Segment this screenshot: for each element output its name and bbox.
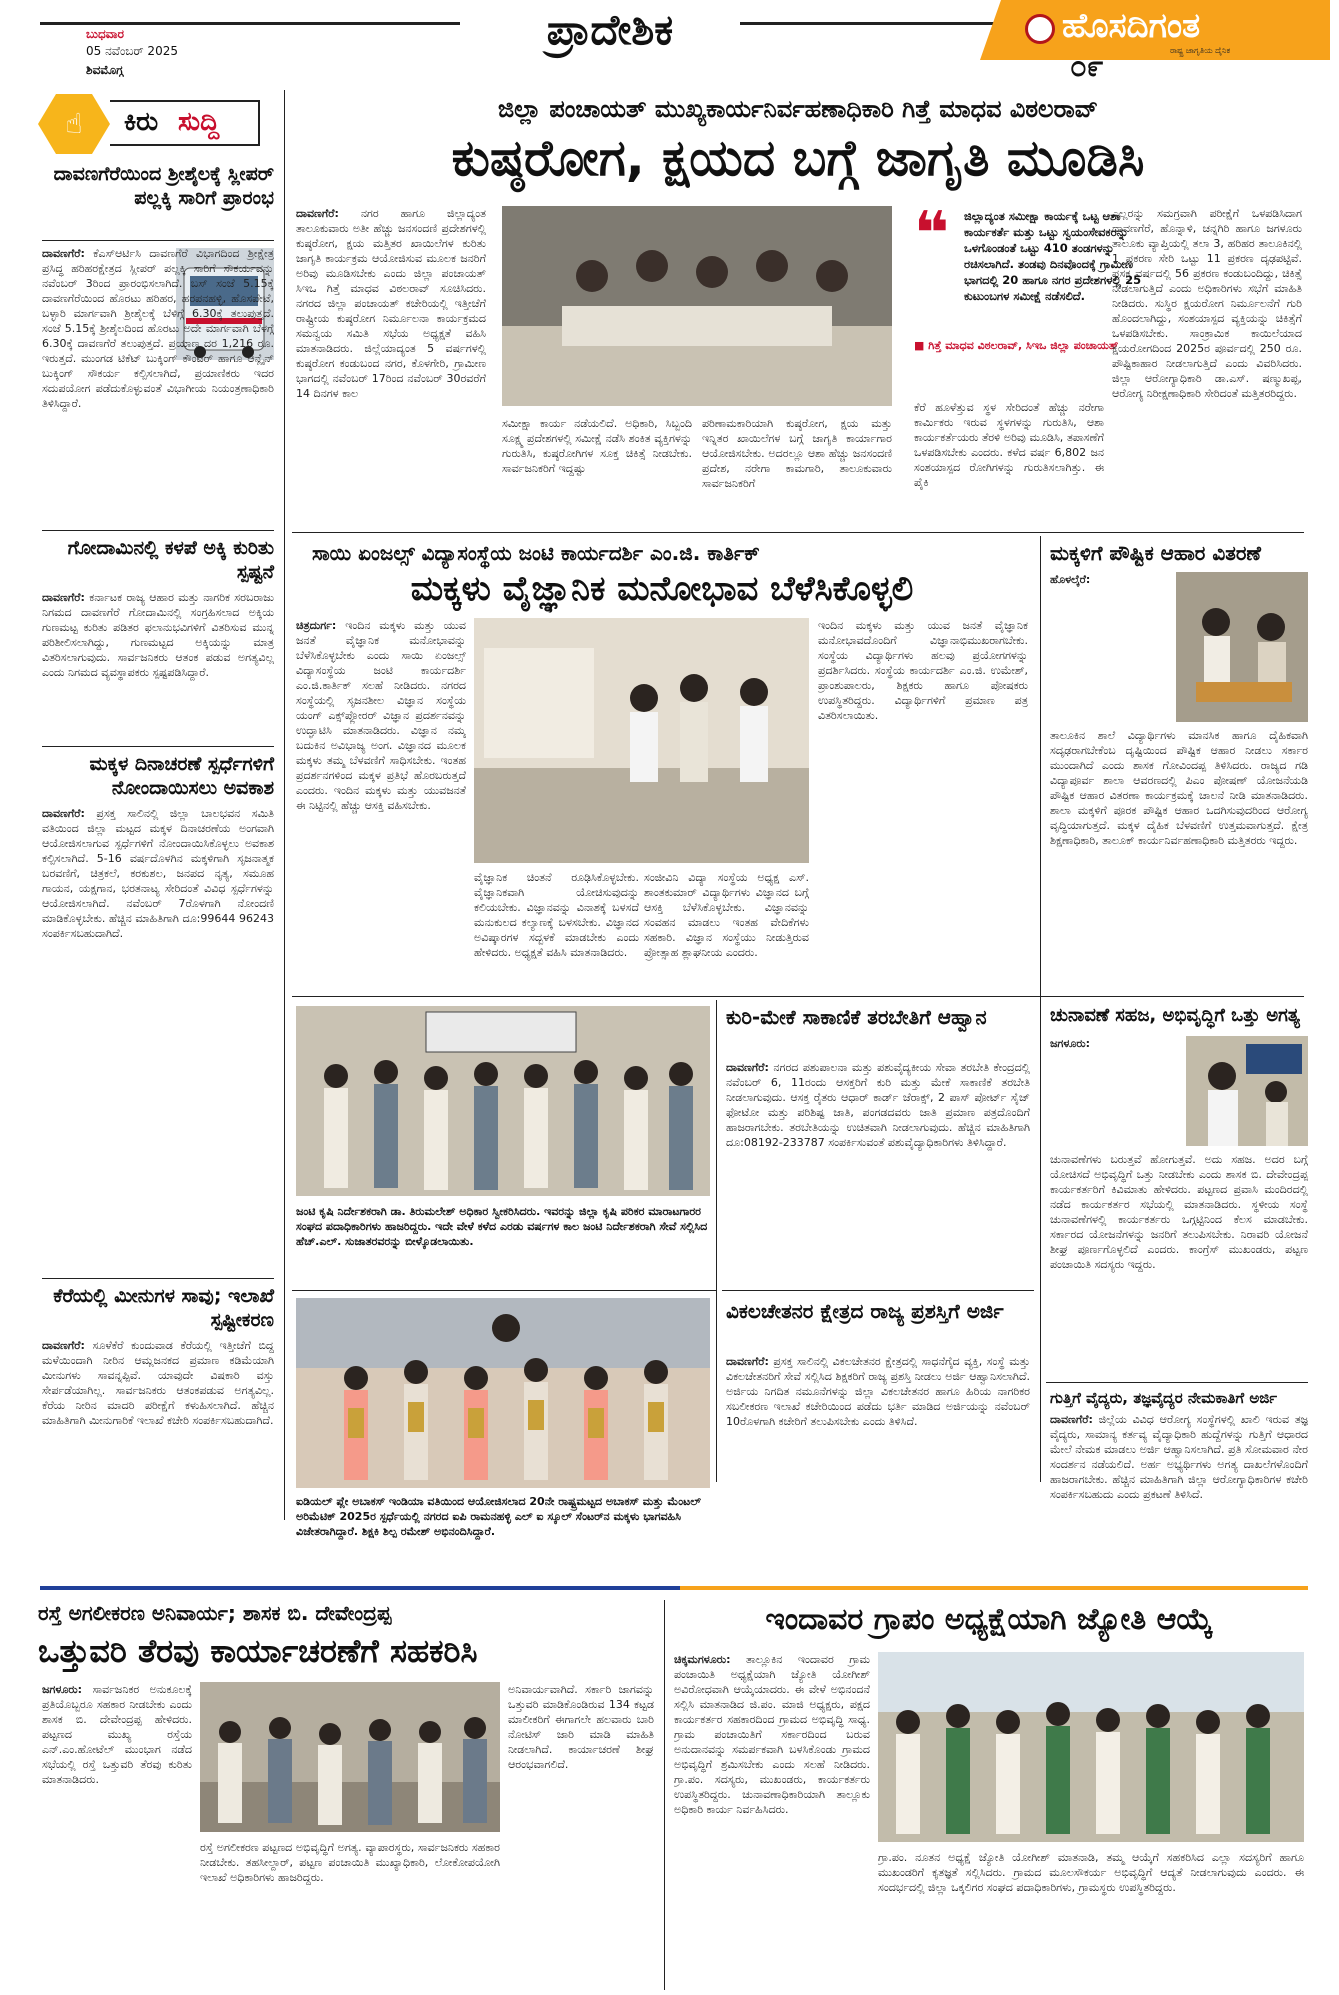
disabled-award-body xyxy=(726,1354,1030,1482)
kiru-item-3-text: ಪ್ರಸಕ್ತ ಸಾಲಿನಲ್ಲಿ ಜಿಲ್ಲಾ ಬಾಲಭವನ ಸಮಿತಿ ವತಿಯಿಂದ ಜಿಲ್ಲಾ ಮಟ್ಟದ ಮಕ್ಕಳ ದಿನಾಚರಣೆಯ ಅಂಗವಾಗಿ ಆಯೋಜಿಸಲಾಗುವ ಸ್ಪರ್ಧೆಗಳಿಗೆ ನೋಂದಾಯಿಸಿಕೊಳ್ಳಲು ಅವಕಾಶ ಕಲ್ಪಿಸಲಾಗಿದೆ. 5-16 ವರ್ಷದೊಳಗಿನ ಮಕ್ಕಳಿಗಾಗಿ ಸೃಜನಾತ್ಮಕ ಬರವಣಿಗೆ, ಚಿತ್ರಕಲೆ, ಕರಕುಶಲ, ಜನಪದ ನೃತ್ಯ, ಸಮೂಹ ಗಾಯನ, ಯಕ್ಷಗಾನ, ಭರತನಾಟ್ಯ ಸೇರಿದಂತೆ ವಿವಿಧ ಸ್ಪರ್ಧೆಗಳನ್ನು ಆಯೋಜಿಸಲಾಗಿದೆ. ನವೆಂಬರ್ 7ರೊಳಗಾಗಿ ನೋಂದಣಿ ಮಾಡಿಕೊಳ್ಳಬೇಕು. ಹೆಚ್ಚಿನ ಮಾಹಿತಿಗಾಗಿ ದೂ:99644 96243 ಸಂಪರ್ಕಿಸಬಹುದಾಗಿದೆ. xyxy=(42,807,274,940)
indavara-group-photo xyxy=(878,1652,1304,1842)
sheep-goat-headline: ಕುರಿ-ಮೇಕೆ ಸಾಕಾಣಿಕೆ ತರಬೇತಿಗೆ ಆಹ್ವಾನ xyxy=(726,1005,987,1029)
lead-quote-by: ■ ಗಿತ್ತೆ ಮಾಧವ ವಿಠಲರಾವ್, ಸಿಇಒ ಜಿಲ್ಲಾ ಪಂಚಾಯತ್ xyxy=(914,339,1119,352)
bottom-band-right xyxy=(680,1586,1308,1590)
indavara-body-2: ಗ್ರಾ.ಪಂ. ನೂತನ ಅಧ್ಯಕ್ಷೆ ಜ್ಯೋತಿ ಯೋಗೀಶ್ ಮಾತನಾಡಿ, ತಮ್ಮ ಆಯ್ಕೆಗೆ ಸಹಕರಿಸಿದ ಎಲ್ಲಾ ಸದಸ್ಯರಿಗೆ ಹಾಗೂ ಮುಖಂಡರಿಗೆ ಕೃತಜ್ಞತೆ ಸಲ್ಲಿಸಿದರು. ಗ್ರಾಮದ ಮೂಲಸೌಕರ್ಯ ಅಭಿವೃದ್ಧಿಗೆ ಆದ್ಯತೆ ನೀಡಲಾಗುವುದು ಎಂದರು. ಈ ಸಂದರ್ಭದಲ್ಲಿ ಜಿಲ್ಲಾ ಒಕ್ಕಲಿಗರ ಸಂಘದ ಪದಾಧಿಕಾರಿಗಳು, ಗ್ರಾಮಸ್ಥರು ಉಪಸ್ಥಿತರಿದ್ದರು. xyxy=(878,1851,1304,1894)
encroachment-photo xyxy=(200,1682,500,1832)
disabled-award-headline: ವಿಕಲಚೇತನರ ಕ್ಷೇತ್ರದ ರಾಜ್ಯ ಪ್ರಶಸ್ತಿಗೆ ಅರ್ಜಿ xyxy=(726,1299,1004,1323)
nutrition-dateline: ಹೊಳಲ್ಕೆರೆ: xyxy=(1050,573,1091,586)
doctor-recruit-text: ಜಿಲ್ಲೆಯ ವಿವಿಧ ಆರೋಗ್ಯ ಸಂಸ್ಥೆಗಳಲ್ಲಿ ಖಾಲಿ ಇರುವ ತಜ್ಞ ವೈದ್ಯರು, ಸಾಮಾನ್ಯ ಕರ್ತವ್ಯ ವೈದ್ಯಾಧಿಕಾರಿ ಹುದ್ದೆಗಳನ್ನು ಗುತ್ತಿಗೆ ಆಧಾರದ ಮೇಲೆ ನೇಮಕ ಮಾಡಲು ಅರ್ಜಿ ಆಹ್ವಾನಿಸಲಾಗಿದೆ. ಪ್ರತಿ ಸೋಮವಾರ ನೇರ ಸಂದರ್ಶನ ನಡೆಯಲಿದೆ. ಅರ್ಹ ಅಭ್ಯರ್ಥಿಗಳು ಅಗತ್ಯ ದಾಖಲೆಗಳೊಂದಿಗೆ ಹಾಜರಾಗಬೇಕು. ಹೆಚ್ಚಿನ ಮಾಹಿತಿಗಾಗಿ ಜಿಲ್ಲಾ ಆರೋಗ್ಯಾಧಿಕಾರಿಗಳ ಕಚೇರಿ ಸಂಪರ್ಕಿಸಬಹುದು ಎಂದು ಪ್ರಕಟಣೆ ತಿಳಿಸಿದೆ. xyxy=(1050,1413,1308,1501)
indavara-story xyxy=(670,1596,1308,1990)
sheep-goat-text: ನಗರದ ಪಶುಪಾಲನಾ ಮತ್ತು ಪಶುವೈದ್ಯಕೀಯ ಸೇವಾ ತರಬೇತಿ ಕೇಂದ್ರದಲ್ಲಿ ನವೆಂಬರ್ 6, 11ರಂದು ಆಸಕ್ತರಿಗೆ ಕುರಿ ಮತ್ತು ಮೇಕೆ ಸಾಕಾಣಿಕೆ ತರಬೇತಿ ನೀಡಲಾಗುವುದು. ಆಸಕ್ತ ರೈತರು ಆಧಾರ್ ಕಾರ್ಡ್ ಜೆರಾಕ್ಸ್, 2 ಪಾಸ್ ಪೋರ್ಟ್ ಸೈಜ್ ಫೋಟೋ ಮತ್ತು ಪರಿಶಿಷ್ಟ ಜಾತಿ, ಪಂಗಡದವರು ಜಾತಿ ಪ್ರಮಾಣ ಪತ್ರದೊಂದಿಗೆ ಹಾಜರಾಗಬೇಕು. ತರಬೇತಿಯನ್ನು ಉಚಿತವಾಗಿ ನೀಡಲಾಗುವುದು. ಹೆಚ್ಚಿನ ಮಾಹಿತಿಗಾಗಿ ದೂ:08192-233787 ಸಂಪರ್ಕಿಸುವಂತೆ ಪಶುವೈದ್ಯಾಧಿಕಾರಿಗಳು ತಿಳಿಸಿದ್ದಾರೆ. xyxy=(726,1061,1030,1149)
kiru-item-4-dateline: ದಾವಣಗೆರೆ: xyxy=(42,1339,85,1352)
masthead-left-bar xyxy=(40,22,460,25)
kiru-item-4-body xyxy=(42,1338,274,1524)
election-mla-photo xyxy=(1186,1036,1308,1146)
agri-officer-caption: ಜಂಟಿ ಕೃಷಿ ನಿರ್ದೇಶಕರಾಗಿ ಡಾ. ತಿರುಮಲೇಶ್ ಅಧಿಕಾರ ಸ್ವೀಕರಿಸಿದರು. ಇವರನ್ನು ಜಿಲ್ಲಾ ಕೃಷಿ ಪರಿಕರ ಮಾರಾಟಗಾರರ ಸಂಘದ ಪದಾಧಿಕಾರಿಗಳು ಹಾಜರಿದ್ದರು. ಇದೇ ವೇಳೆ ಕಳೆದ ಎರಡು ವರ್ಷಗಳ ಕಾಲ ಜಂಟಿ ನಿರ್ದೇಶಕರಾಗಿ ಸೇವೆ ಸಲ್ಲಿಸಿದ ಹೆಚ್.ಎಲ್. ಸುಜಾತರವರನ್ನು ಬೀಳ್ಕೊಡಲಾಯಿತು. xyxy=(296,1205,708,1248)
masthead-date: 05 ನವೆಂಬರ್ 2025 xyxy=(86,44,178,58)
brand-tagline: ರಾಷ್ಟ್ರ ಜಾಗೃತಿಯ ದೈನಿಕ xyxy=(1170,46,1231,55)
election-body xyxy=(1050,1036,1180,1146)
nutrition-body-text: ತಾಲೂಕಿನ ಶಾಲೆ ವಿದ್ಯಾರ್ಥಿಗಳು ಮಾನಸಿಕ ಹಾಗೂ ದೈಹಿಕವಾಗಿ ಸದೃಢರಾಗಬೇಕೆಂಬ ದೃಷ್ಟಿಯಿಂದ ಪೌಷ್ಟಿಕ ಆಹಾರ ನೀಡಲು ಸರ್ಕಾರ ಮುಂದಾಗಿದೆ ಎಂದು ಶಾಸಕ ಗೋವಿಂದಪ್ಪ ತಿಳಿಸಿದರು. ರಾಜ್ಯದ ಗಡಿ ವಿದ್ಯಾಪೂರ್ವ ಶಾಲಾ ಆವರಣದಲ್ಲಿ ಪಿಎಂ ಪೋಷಣ್ ಯೋಜನೆಯಡಿ ಪೌಷ್ಟಿಕ ಆಹಾರ ವಿತರಣಾ ಕಾರ್ಯಕ್ರಮಕ್ಕೆ ಚಾಲನೆ ನೀಡಿ ಮಾತನಾಡಿದರು. ಶಾಲಾ ಮಕ್ಕಳಿಗೆ ಪೂರಕ ಪೌಷ್ಟಿಕ ಆಹಾರ ಒದಗಿಸುವುದರಿಂದ ಆರೋಗ್ಯ ವೃದ್ಧಿಯಾಗುತ್ತದೆ. ಮಕ್ಕಳ ದೈಹಿಕ ಬೆಳವಣಿಗೆ ಉತ್ತಮವಾಗುತ್ತದೆ. ಕ್ಷೇತ್ರ ಶಿಕ್ಷಣಾಧಿಕಾರಿ, ತಾಲೂಕ್ ಕಾರ್ಯನಿರ್ವಹಣಾಧಿಕಾರಿ ಮತ್ತಿತರರು ಇದ್ದರು. xyxy=(1050,729,1308,847)
kiru-item-4-text: ಸೂಳೆಕೆರೆ ಕುಂದುವಾಡ ಕೆರೆಯಲ್ಲಿ ಇತ್ತೀಚೆಗೆ ಬಿದ್ದ ಮಳೆಯಿಂದಾಗಿ ನೀರಿನ ಆಮ್ಲಜನಕದ ಪ್ರಮಾಣ ಕಡಿಮೆಯಾಗಿ ಮೀನುಗಳು ಸಾವನ್ನಪ್ಪಿವೆ. ಯಾವುದೇ ವಿಷಕಾರಿ ವಸ್ತು ಸೇರ್ಪಡೆಯಾಗಿಲ್ಲ. ಸಾರ್ವಜನಿಕರು ಆತಂಕಪಡುವ ಅಗತ್ಯವಿಲ್ಲ. ಕೆರೆಯ ನೀರಿನ ಮಾದರಿ ಪರೀಕ್ಷೆಗೆ ಕಳುಹಿಸಲಾಗಿದೆ. ಹೆಚ್ಚಿನ ಮಾಹಿತಿಗಾಗಿ ಮೀನುಗಾರಿಕೆ ಇಲಾಖೆ ಕಚೇರಿ ಸಂಪರ್ಕಿಸಬಹುದಾಗಿದೆ. xyxy=(42,1339,274,1427)
kiru-item-4-head: ಕೆರೆಯಲ್ಲಿ ಮೀನುಗಳ ಸಾವು; ಇಲಾಖೆ ಸ್ಪಷ್ಟೀಕರಣ xyxy=(53,1285,274,1331)
lead-meeting-photo xyxy=(502,206,892,406)
encroachment-col-1-text: ಸಾರ್ವಜನಿಕರ ಅನುಕೂಲಕ್ಕೆ ಪ್ರತಿಯೊಬ್ಬರೂ ಸಹಕಾರ ನೀಡಬೇಕು ಎಂದು ಶಾಸಕ ಬಿ. ದೇವೇಂದ್ರಪ್ಪ ಹೇಳಿದರು. ಪಟ್ಟಣದ ಮುಖ್ಯ ರಸ್ತೆಯ ಎನ್.ಎಂ.ಹೋಟೆಲ್ ಮುಂಭಾಗ ನಡೆದ ಸಭೆಯಲ್ಲಿ ರಸ್ತೆ ಒತ್ತುವರಿ ತೆರವು ಕುರಿತು ಮಾತನಾಡಿದರು. xyxy=(42,1683,192,1786)
indavara-headline: ಇಂದಾವರ ಗ್ರಾಪಂ ಅಧ್ಯಕ್ಷೆಯಾಗಿ ಜ್ಯೋತಿ ಆಯ್ಕೆ xyxy=(765,1602,1213,1637)
kiru-item-1-text: ಕೆಎಸ್ಆರ್ಟಿಸಿ ದಾವಣಗೆರೆ ವಿಭಾಗದಿಂದ ಶ್ರೀಕ್ಷೇತ್ರ ಪ್ರಸಿದ್ಧ ಹರಿಹರಕ್ಷೇತ್ರದ ಸ್ಲೀಪರ್ ಪಲ್ಲಕ್ಕಿ ಸಾರಿಗೆ ಸೌಕರ್ಯವನ್ನು ನವೆಂಬರ್ 3ರಿಂದ ಪ್ರಾರಂಭಿಸಲಾಗಿದೆ. ಬಸ್ ಸಂಜೆ 5.15ಕ್ಕೆ ದಾವಣಗೆರೆಯಿಂದ ಹೊರಟು ಹರಿಹರ, ಹರಪನಹಳ್ಳಿ, ಹೊಸಪೇಟೆ, ಬಳ್ಳಾರಿ ಮಾರ್ಗವಾಗಿ ಶ್ರೀಶೈಲಕ್ಕೆ ಬೆಳಿಗ್ಗೆ 6.30ಕ್ಕೆ ತಲುಪುತ್ತದೆ. ಸಂಜೆ 5.15ಕ್ಕೆ ಶ್ರೀಶೈಲದಿಂದ ಹೊರಟು ಅದೇ ಮಾರ್ಗವಾಗಿ ಬೆಳಗ್ಗೆ 6.30ಕ್ಕೆ ದಾವಣಗೆರೆ ತಲುಪುತ್ತದೆ. ಪ್ರಯಾಣ ದರ 1,216 ರೂ. ಇರುತ್ತದೆ. ಮುಂಗಡ ಟಿಕೆಟ್ ಬುಕ್ಕಿಂಗ್ ಕೌಂಟರ್ ಹಾಗೂ ಆನ್ಲೈನ್ ಬುಕ್ಕಿಂಗ್ ಸೌಕರ್ಯ ಕಲ್ಪಿಸಲಾಗಿದೆ, ಪ್ರಯಾಣಿಕರು ಇದರ ಸದುಪಯೋಗ ಪಡೆದುಕೊಳ್ಳುವಂತೆ ವಿಭಾಗೀಯ ನಿಯಂತ್ರಣಾಧಿಕಾರಿ ತಿಳಿಸಿದ್ದಾರೆ. xyxy=(42,247,274,410)
science-col-2: ವೈಜ್ಞಾನಿಕ ಚಿಂತನೆ ರೂಢಿಸಿಕೊಳ್ಳಬೇಕು. ವೈಜ್ಞಾನಿಕವಾಗಿ ಯೋಚಿಸುವುದನ್ನು ಕಲಿಯಬೇಕು. ವಿಜ್ಞಾನವನ್ನು ವಿನಾಶಕ್ಕೆ ಬಳಸದೆ ಮನುಕುಲದ ಕಲ್ಯಾಣಕ್ಕೆ ಬಳಸಬೇಕು. ವಿಜ್ಞಾನದ ಅವಿಷ್ಕಾರಗಳ ಸದ್ಬಳಕೆ ಮಾಡಬೇಕು ಎಂದು ಹೇಳಿದರು. ಅಧ್ಯಕ್ಷತೆ ವಹಿಸಿ ಮಾತನಾಡಿದರು. xyxy=(474,871,639,959)
encroachment-col-2: ಅನಿವಾರ್ಯವಾಗಿದೆ. ಸರ್ಕಾರಿ ಜಾಗವನ್ನು ಒತ್ತುವರಿ ಮಾಡಿಕೊಂಡಿರುವ 134 ಕಟ್ಟಡ ಮಾಲೀಕರಿಗೆ ಈಗಾಗಲೇ ಹಲವಾರು ಬಾರಿ ನೋಟಿಸ್ ಜಾರಿ ಮಾಡಿ ಮಾಹಿತಿ ನೀಡಲಾಗಿದೆ. ಕಾರ್ಯಾಚರಣೆ ಶೀಘ್ರ ಆರಂಭವಾಗಲಿದೆ. xyxy=(508,1683,654,1771)
kiru-item-1-head: ದಾವಣಗೆರೆಯಿಂದ ಶ್ರೀಶೈಲಕ್ಕೆ ಸ್ಲೀಪರ್ ಪಲ್ಲಕ್ಕಿ ಸಾರಿಗೆ ಪ್ರಾರಂಭ xyxy=(53,163,274,209)
lead-col-4: ಕೆರೆ ಹೂಳೆತ್ತುವ ಸ್ಥಳ ಸೇರಿದಂತೆ ಹೆಚ್ಚು ನರೇಗಾ ಕಾರ್ಮಿಕರು ಇರುವ ಸ್ಥಳಗಳನ್ನು ಗುರುತಿಸಿ, ಆಶಾ ಕಾರ್ಯಕರ್ತೆಯರು ತೆರಳಿ ಅರಿವು ಮೂಡಿಸಿ, ತಪಾಸಣೆಗೆ ಒಳಪಡಿಸಬೇಕು ಎಂದರು. ಕಳೆದ ವರ್ಷ 6,802 ಜನ ಸಂಶಯಾಸ್ಪದ ರೋಗಿಗಳನ್ನು ಗುರುತಿಸಲಾಗಿತ್ತು. ಈ ಪೈಕಿ xyxy=(914,401,1104,489)
science-col-4: ಇಂದಿನ ಮಕ್ಕಳು ಮತ್ತು ಯುವ ಜನತೆ ವೈಜ್ಞಾನಿಕ ಮನೋಭಾವದೊಂದಿಗೆ ವಿಜ್ಞಾನಾಭಿಮುಖರಾಗಬೇಕು. ಸಂಸ್ಥೆಯ ವಿದ್ಯಾರ್ಥಿಗಳು ಹಲವು ಪ್ರಯೋಗಗಳನ್ನು ಪ್ರದರ್ಶಿಸಿದರು. ಸಂಸ್ಥೆಯ ಕಾರ್ಯದರ್ಶಿ ಎಂ.ಜಿ. ಉಮೇಶ್, ಪ್ರಾಂಶುಪಾಲರು, ಶಿಕ್ಷಕರು ಹಾಗೂ ಪೋಷಕರು ಉಪಸ್ಥಿತರಿದ್ದರು. ವಿದ್ಯಾರ್ಥಿಗಳಿಗೆ ಪ್ರಮಾಣ ಪತ್ರ ವಿತರಿಸಲಾಯಿತು. xyxy=(818,619,1028,722)
disabled-award-story xyxy=(722,1294,1034,1484)
encroachment-headline: ಒತ್ತುವರಿ ತೆರವು ಕಾರ್ಯಾಚರಣೆಗೆ ಸಹಕರಿಸಿ xyxy=(38,1632,478,1670)
science-exhibition-photo xyxy=(474,618,809,863)
encroachment-col-3: ರಸ್ತೆ ಅಗಲೀಕರಣ ಪಟ್ಟಣದ ಅಭಿವೃದ್ಧಿಗೆ ಅಗತ್ಯ. ವ್ಯಾಪಾರಸ್ಥರು, ಸಾರ್ವಜನಿಕರು ಸಹಕಾರ ನೀಡಬೇಕು. ತಹಸೀಲ್ದಾರ್, ಪಟ್ಟಣ ಪಂಚಾಯಿತಿ ಮುಖ್ಯಾಧಿಕಾರಿ, ಲೋಕೋಪಯೋಗಿ ಇಲಾಖೆ ಅಧಿಕಾರಿಗಳು ಹಾಜರಿದ್ದರು. xyxy=(200,1841,500,1884)
brand-logo-icon xyxy=(1025,14,1055,44)
section-title: ಪ್ರಾದೇಶಿಕ xyxy=(546,5,674,54)
encroachment-col-1 xyxy=(42,1682,192,1982)
masthead-day: ಬುಧವಾರ xyxy=(86,27,124,41)
science-col-3: ಸಂಜೀವಿನಿ ವಿದ್ಯಾ ಸಂಸ್ಥೆಯ ಅಧ್ಯಕ್ಷ ಎಸ್. ಶಾಂತಕುಮಾರ್ ವಿದ್ಯಾರ್ಥಿಗಳು ವಿಜ್ಞಾನದ ಬಗ್ಗೆ ಆಸಕ್ತಿ ಬೆಳೆಸಿಕೊಳ್ಳಬೇಕು. ವಿಜ್ಞಾನವನ್ನು ಸಂವಹನ ಮಾಡಲು ಇಂತಹ ವೇದಿಕೆಗಳು ಸಹಕಾರಿ. ವಿಜ್ಞಾನ ಸಂಸ್ಥೆಯು ನೀಡುತ್ತಿರುವ ಪ್ರೋತ್ಸಾಹ ಶ್ಲಾಘನೀಯ ಎಂದರು. xyxy=(644,871,809,959)
nutrition-body xyxy=(1050,572,1170,722)
science-col-1-text: ಇಂದಿನ ಮಕ್ಕಳು ಮತ್ತು ಯುವ ಜನತೆ ವೈಜ್ಞಾನಿಕ ಮನೋಭಾವನ್ನು ಬೆಳೆಸಿಕೊಳ್ಳಬೇಕು ಎಂದು ಸಾಯಿ ಏಂಜಲ್ಸ್ ವಿದ್ಯಾಸಂಸ್ಥೆಯ ಜಂಟಿ ಕಾರ್ಯದರ್ಶಿ ಎಂ.ಜಿ.ಕಾರ್ತಿಕ್ ಸಲಹೆ ನೀಡಿದರು. ನಗರದ ಸಂಸ್ಥೆಯಲ್ಲಿ ಸೃಜನಶೀಲ ವಿಜ್ಞಾನ ಸಂಸ್ಥೆಯ ಯಂಗ್ ಎಕ್ಸ್‌ಪ್ಲೋರರ್ ವಿಜ್ಞಾನ ಪ್ರದರ್ಶನವನ್ನು ಉದ್ಘಾಟಿಸಿ ಮಾತನಾಡಿದರು. ವಿಜ್ಞಾನ ನಮ್ಮ ಬದುಕಿನ ಅವಿಭಾಜ್ಯ ಅಂಗ. ವಿಜ್ಞಾನದ ಮೂಲಕ ಮಕ್ಕಳು ತಮ್ಮ ಬೆಳವಣಿಗೆ ಸಾಧಿಸಬೇಕು. ಇಂತಹ ಪ್ರದರ್ಶನಗಳಿಂದ ಮಕ್ಕಳ ಪ್ರತಿಭೆ ಹೊರಬರುತ್ತದೆ ಎಂದರು. ಇಂದಿನ ಮಕ್ಕಳು ಮತ್ತು ಯುವಜನತೆ ಈ ನಿಟ್ಟಿನಲ್ಲಿ ಹೆಚ್ಚು ಆಸಕ್ತಿ ವಹಿಸಬೇಕು. xyxy=(296,619,466,812)
science-col-1 xyxy=(296,618,466,988)
lead-headline: ಕುಷ್ಠರೋಗ, ಕ್ಷಯದ ಬಗ್ಗೆ ಜಾಗೃತಿ ಮೂಡಿಸಿ xyxy=(451,129,1145,187)
nutrition-story xyxy=(1046,536,1308,994)
kirusuddi-label-a: ಕಿರು xyxy=(124,107,159,137)
lead-kicker: ಜಿಲ್ಲಾ ಪಂಚಾಯತ್ ಮುಖ್ಯಕಾರ್ಯನಿರ್ವಹಣಾಧಿಕಾರಿ ಗಿತ್ತೆ ಮಾಧವ ವಿಠಲರಾವ್ xyxy=(498,95,1098,123)
bottom-band-left xyxy=(40,1586,680,1590)
encroachment-story xyxy=(38,1596,658,1990)
lead-col-1 xyxy=(296,206,486,506)
kiru-item-2-text: ಕರ್ನಾಟಕ ರಾಜ್ಯ ಆಹಾರ ಮತ್ತು ನಾಗರಿಕ ಸರಬರಾಜು ನಿಗಮದ ದಾವಣಗೆರೆ ಗೋದಾಮಿನಲ್ಲಿ ಸಂಗ್ರಹಿಸಲಾದ ಅಕ್ಕಿಯ ಗುಣಮಟ್ಟ ಕುರಿತು ಪಡಿತರ ಫಲಾನುಭವಿಗಳಿಗೆ ವಿತರಿಸುವ ಮುನ್ನ ಪರಿಶೀಲಿಸಲಾಗಿದ್ದು, ಗುಣಮಟ್ಟದ ಅಕ್ಕಿಯನ್ನು ಮಾತ್ರ ವಿತರಿಸಲಾಗುವುದು. ಸಾರ್ವಜನಿಕರು ಆತಂಕ ಪಡುವ ಅಗತ್ಯವಿಲ್ಲ ಎಂದು ನಿಗಮದ ವ್ಯವಸ್ಥಾಪಕರು ಸ್ಪಷ್ಟಪಡಿಸಿದ್ದಾರೆ. xyxy=(42,591,274,679)
election-story xyxy=(1046,1000,1308,1380)
indavara-dateline: ಚಿಕ್ಕಮಗಳೂರು: xyxy=(674,1653,731,1666)
science-kicker: ಸಾಯಿ ಏಂಜಲ್ಸ್ ವಿದ್ಯಾಸಂಸ್ಥೆಯ ಜಂಟಿ ಕಾರ್ಯದರ್ಶಿ ಎಂ.ಜಿ. ಕಾರ್ತಿಕ್ xyxy=(312,541,760,565)
doctor-recruit-dateline: ದಾವಣಗೆರೆ: xyxy=(1050,1413,1093,1426)
encroachment-kicker: ರಸ್ತೆ ಅಗಲೀಕರಣ ಅನಿವಾರ್ಯ; ಶಾಸಕ ಬಿ. ದೇವೇಂದ್ರಪ್ಪ xyxy=(38,1601,392,1625)
kiru-item-2-dateline: ದಾವಣಗೆರೆ: xyxy=(42,591,85,604)
election-body-text: ಚುನಾವಣೆಗಳು ಬರುತ್ತವೆ ಹೋಗುತ್ತವೆ. ಅದು ಸಹಜ. ಅದರ ಬಗ್ಗೆ ಯೋಚಿಸದೆ ಅಭಿವೃದ್ಧಿಗೆ ಒತ್ತು ನೀಡಬೇಕು ಎಂದು ಶಾಸಕ ಬಿ. ದೇವೇಂದ್ರಪ್ಪ ಕಾರ್ಯಕರ್ತರಿಗೆ ಕಿವಿಮಾತು ಹೇಳಿದರು. ಪಟ್ಟಣದ ಪ್ರವಾಸಿ ಮಂದಿರದಲ್ಲಿ ನಡೆದ ಕಾರ್ಯಕರ್ತರ ಸಭೆಯಲ್ಲಿ ಮಾತನಾಡಿದರು. ಸ್ಥಳೀಯ ಸಂಸ್ಥೆ ಚುನಾವಣೆಗಳಲ್ಲಿ ಕಾರ್ಯಕರ್ತರು ಒಗ್ಗಟ್ಟಿನಿಂದ ಕೆಲಸ ಮಾಡಬೇಕು. ಸರ್ಕಾರದ ಯೋಜನೆಗಳನ್ನು ಜನರಿಗೆ ತಲುಪಿಸಬೇಕು. ನಿರಾವರಿ ಯೋಜನೆ ಶೀಘ್ರ ಪೂರ್ಣಗೊಳ್ಳಲಿದೆ ಎಂದರು. ಕಾಂಗ್ರೆಸ್ ಮುಖಂಡರು, ಪಟ್ಟಣ ಪಂಚಾಯಿತಿ ಸದಸ್ಯರು ಇದ್ದರು. xyxy=(1050,1153,1308,1271)
nutrition-headline: ಮಕ್ಕಳಿಗೆ ಪೌಷ್ಟಿಕ ಆಹಾರ ವಿತರಣೆ xyxy=(1050,541,1261,565)
agri-officer-group-photo xyxy=(296,1006,710,1196)
page-number: ೦೯ xyxy=(1070,49,1104,84)
lead-col-3: ಪರಿಣಾಮಕಾರಿಯಾಗಿ ಕುಷ್ಠರೋಗ, ಕ್ಷಯ ಮತ್ತು ಇನ್ನಿತರ ಖಾಯಿಲೆಗಳ ಬಗ್ಗೆ ಜಾಗೃತಿ ಕಾರ್ಯಾಗಾರ ಆಯೋಜಿಸಬೇಕು. ಅದರಲ್ಲೂ ಆಶಾ ಹೆಚ್ಚು ಜನಸಂದಣಿ ಪ್ರದೇಶ, ನರೇಗಾ ಕಾಮಗಾರಿ, ತಾಲೂಕುವಾರು ಸಾರ್ವಜನಿಕರಿಗೆ xyxy=(702,417,892,490)
lead-quote: ಜಿಲ್ಲಾದ್ಯಂತ ಸಮೀಕ್ಷಾ ಕಾರ್ಯಕ್ಕೆ ಒಟ್ಟ ಆಶಾ ಕಾರ್ಯಕರ್ತೆ ಮತ್ತು ಒಟ್ಟು ಸ್ವಯಂಸೇವಕರನ್ನು ಒಳಗೊಂಡಂತೆ ಒಟ್ಟು 410 ತಂಡಗಳನ್ನು ರಚಿಸಲಾಗಿದೆ. ತಂಡವು ದಿನವೊಂದಕ್ಕೆ ಗ್ರಾಮೀಣ ಭಾಗದಲ್ಲಿ 20 ಹಾಗೂ ನಗರ ಪ್ರದೇಶಗಳಲ್ಲಿ 25 ಕುಟುಂಬಗಳ ಸಮೀಕ್ಷೆ ನಡೆಸಲಿದೆ. xyxy=(964,209,1142,303)
doctor-recruit-body xyxy=(1050,1412,1308,1574)
kiru-item-3-body xyxy=(42,806,274,1332)
kiru-item-1-body xyxy=(42,246,274,520)
science-headline: ಮಕ್ಕಳು ವೈಜ್ಞಾನಿಕ ಮನೋಭಾವ ಬೆಳೆಸಿಕೊಳ್ಳಲಿ xyxy=(410,569,914,609)
quote-icon: ❝ xyxy=(914,199,950,269)
lead-col-1-text: ನಗರ ಹಾಗೂ ಜಿಲ್ಲಾದ್ಯಂತ ತಾಲೂಕುವಾರು ಅತೀ ಹೆಚ್ಚು ಜನಸಂದಣಿ ಪ್ರದೇಶಗಳಲ್ಲಿ ಕುಷ್ಠರೋಗ, ಕ್ಷಯ ಮತ್ತಿತರ ಖಾಯಿಲೆಗಳ ಕುರಿತು ಜಾಗೃತಿ ಕಾರ್ಯಕ್ರಮ ಆಯೋಜಿಸುವ ಮೂಲಕ ಜನರಿಗೆ ಅರಿವು ಮೂಡಿಸಬೇಕು ಎಂದು ಜಿಲ್ಲಾ ಪಂಚಾಯತ್ ಸಿಇಒ ಗಿತ್ತೆ ಮಾಧವ ವಿಠಲರಾವ್ ಸೂಚಿಸಿದರು. ನಗರದ ಜಿಲ್ಲಾ ಪಂಚಾಯತ್ ಕಚೇರಿಯಲ್ಲಿ ಇತ್ತೀಚೆಗೆ ರಾಷ್ಟ್ರೀಯ ಕುಷ್ಠರೋಗ ನಿರ್ಮೂಲನಾ ಕಾರ್ಯಕ್ರಮದ ಸಮನ್ವಯ ಸಮಿತಿ ಸಭೆಯ ಅಧ್ಯಕ್ಷತೆ ವಹಿಸಿ ಮಾತನಾಡಿದರು. ಜಿಲ್ಲೆಯಾದ್ಯಂತ 5 ವರ್ಷಗಳಲ್ಲಿ ಕುಷ್ಠರೋಗ ಕಂಡುಬಂದ ನಗರ, ಕೊಳಗೇರಿ, ಗ್ರಾಮೀಣ ಭಾಗದಲ್ಲಿ ನವೆಂಬರ್ 17ರಿಂದ ನವೆಂಬರ್ 30ರವರೆಗೆ 14 ದಿನಗಳ ಕಾಲ xyxy=(296,207,486,400)
lead-col-5: ಎಲ್ಲರನ್ನು ಸಮಗ್ರವಾಗಿ ಪರೀಕ್ಷೆಗೆ ಒಳಪಡಿಸಿದಾಗ ದಾವಣಗೆರೆ, ಹೊನ್ನಾಳಿ, ಚನ್ನಗಿರಿ ಹಾಗೂ ಜಗಳೂರು ತಾಲೂಕು ವ್ಯಾಪ್ತಿಯಲ್ಲಿ ತಲಾ 3, ಹರಿಹರ ತಾಲೂಕಿನಲ್ಲಿ 1 ಪ್ರಕರಣ ಸೇರಿ ಒಟ್ಟು 11 ಪ್ರಕರಣ ದೃಢಪಟ್ಟಿವೆ. ಪ್ರಸಕ್ತ ವರ್ಷದಲ್ಲಿ 56 ಪ್ರಕರಣ ಕಂಡುಬಂದಿದ್ದು, ಚಿಕಿತ್ಸೆ ನೀಡಲಾಗುತ್ತಿದೆ ಎಂದು ಅಧಿಕಾರಿಗಳು ಸಭೆಗೆ ಮಾಹಿತಿ ನೀಡಿದರು. ಸುಸ್ಥಿರ ಕ್ಷಯರೋಗ ನಿರ್ಮೂಲನೆಗೆ ಗುರಿ ಹೊಂದಲಾಗಿದ್ದು, ಸಂಶಯಾಸ್ಪದ ವ್ಯಕ್ತಿಯನ್ನು ಚಿಕಿತ್ಸೆಗೆ ಒಳಪಡಿಸಬೇಕು. ಸಾಂಕ್ರಾಮಿಕ ಕಾಯಿಲೆಯಾದ ಕ್ಷಯರೋಗದಿಂದ 2025ರ ಪೂರ್ವದಲ್ಲಿ 250 ರೂ. ಪೌಷ್ಟಿಕಾಹಾರ ನೀಡಲಾಗುತ್ತಿದೆ ಎಂದು ವಿವರಿಸಿದರು. ಜಿಲ್ಲಾ ಆರೋಗ್ಯಾಧಿಕಾರಿ ಡಾ.ಎಸ್. ಷಣ್ಮುಖಪ್ಪ, ಆರೋಗ್ಯ ನಿರೀಕ್ಷಣಾಧಿಕಾರಿ ಸೇರಿದಂತೆ ಮತ್ತಿತರರಿದ್ದರು. xyxy=(1112,207,1302,400)
election-dateline: ಜಗಳೂರು: xyxy=(1050,1037,1091,1050)
masthead xyxy=(0,0,1339,84)
lead-col-2: ಸಮೀಕ್ಷಾ ಕಾರ್ಯ ನಡೆಯಲಿದೆ. ಅಧಿಕಾರಿ, ಸಿಬ್ಬಂದಿ ಸೂಕ್ಷ್ಮ ಪ್ರದೇಶಗಳಲ್ಲಿ ಸಮೀಕ್ಷೆ ನಡೆಸಿ ಶಂಕಿತ ವ್ಯಕ್ತಿಗಳನ್ನು ಗುರುತಿಸಿ, ಕುಷ್ಠರೋಗಿಗಳ ಸೂಕ್ತ ಚಿಕಿತ್ಸೆ ನೀಡಬೇಕು. ಸಾರ್ವಜನಿಕರಿಗೆ ಇದ್ದಷ್ಟು xyxy=(502,417,692,475)
doctor-recruit-story xyxy=(1046,1386,1308,1576)
kiru-item-2-head: ಗೋದಾಮಿನಲ್ಲಿ ಕಳಪೆ ಅಕ್ಕಿ ಕುರಿತು ಸ್ಪಷ್ಟನೆ xyxy=(67,537,274,583)
sheep-goat-body xyxy=(726,1060,1030,1286)
disabled-award-text: ಪ್ರಸಕ್ತ ಸಾಲಿನಲ್ಲಿ ವಿಕಲಚೇತನರ ಕ್ಷೇತ್ರದಲ್ಲಿ ಸಾಧನೆಗೈದ ವ್ಯಕ್ತಿ, ಸಂಸ್ಥೆ ಮತ್ತು ವಿಕಲಚೇತನರಿಗೆ ಸೇವೆ ಸಲ್ಲಿಸಿದ ಶಿಕ್ಷಕರಿಗೆ ರಾಜ್ಯ ಪ್ರಶಸ್ತಿ ನೀಡಲು ಅರ್ಜಿ ಆಹ್ವಾನಿಸಲಾಗಿದೆ. ಅರ್ಜಿಯ ನಿಗದಿತ ನಮೂನೆಗಳನ್ನು ಜಿಲ್ಲಾ ವಿಕಲಚೇತನರ ಹಾಗೂ ಹಿರಿಯ ನಾಗರಿಕರ ಸಬಲೀಕರಣ ಇಲಾಖೆ ಕಚೇರಿಯಿಂದ ಪಡೆದು ಭರ್ತಿ ಮಾಡಿದ ಅರ್ಜಿಯನ್ನು ನವೆಂಬರ್ 10ರೊಳಗಾಗಿ ಕಚೇರಿಗೆ ತಲುಪಿಸಬೇಕು ಎಂದು ತಿಳಿಸಿದೆ. xyxy=(726,1355,1030,1428)
nutrition-photo xyxy=(1176,572,1308,722)
science-dateline: ಚಿತ್ರದುರ್ಗ: xyxy=(296,619,337,632)
kiru-item-1-dateline: ದಾವಣಗೆರೆ: xyxy=(42,247,85,260)
sheep-goat-dateline: ದಾವಣಗೆರೆ: xyxy=(726,1061,769,1074)
kiru-item-2-body xyxy=(42,590,274,738)
science-story xyxy=(292,536,1032,994)
masthead-city: ಶಿವಮೊಗ್ಗ xyxy=(86,63,124,77)
kirusuddi-column xyxy=(38,90,278,1530)
indavara-body xyxy=(674,1652,870,1984)
election-headline: ಚುನಾವಣೆ ಸಹಜ, ಅಭಿವೃದ್ಧಿಗೆ ಒತ್ತು ಅಗತ್ಯ xyxy=(1050,1005,1300,1026)
brand-name: ಹೊಸದಿಗಂತ xyxy=(1062,6,1201,46)
abacus-caption: ಐಡಿಯಲ್ ಪ್ಲೇ ಅಬಾಕಸ್ ಇಂಡಿಯಾ ವತಿಯಿಂದ ಆಯೋಜಿಸಲಾದ 20ನೇ ರಾಷ್ಟ್ರಮಟ್ಟದ ಅಬಾಕಸ್ ಮತ್ತು ಮೆಂಟಲ್ ಅರಿಮೆಟಿಕ್ 2025ರ ಸ್ಪರ್ಧೆಯಲ್ಲಿ ನಗರದ ಐಪಿ ರಾಮನಹಳ್ಳಿ ಎಲ್ ಐ ಸ್ಕೂಲ್ ಸೆಂಟರ್‌ನ ಮಕ್ಕಳು ಭಾಗವಹಿಸಿ ವಿಜೇತರಾಗಿದ್ದಾರೆ. ಶಿಕ್ಷಕಿ ಶಿಲ್ಪ ರಮೇಶ್ ಅಭಿನಂದಿಸಿದ್ದಾರೆ. xyxy=(296,1495,701,1538)
abacus-winners-photo xyxy=(296,1298,710,1488)
lead-story xyxy=(292,90,1304,530)
sheep-goat-story xyxy=(722,1000,1034,1290)
kiru-item-3-dateline: ದಾವಣಗೆರೆ: xyxy=(42,807,85,820)
doctor-recruit-headline: ಗುತ್ತಿಗೆ ವೈದ್ಯರು, ತಜ್ಞವೈದ್ಯರ ನೇಮಕಾತಿಗೆ ಅರ್ಜಿ xyxy=(1050,1389,1278,1407)
indavara-text: ತಾಲ್ಲೂಕಿನ ಇಂದಾವರ ಗ್ರಾಮ ಪಂಚಾಯಿತಿ ಅಧ್ಯಕ್ಷೆಯಾಗಿ ಜ್ಯೋತಿ ಯೋಗೀಶ್ ಅವಿರೋಧವಾಗಿ ಆಯ್ಕೆಯಾದರು. ಈ ವೇಳೆ ಅಭಿನಂದನೆ ಸಲ್ಲಿಸಿ ಮಾತನಾಡಿದ ಜಿ.ಪಂ. ಮಾಜಿ ಅಧ್ಯಕ್ಷರು, ಪಕ್ಷದ ಕಾರ್ಯಕರ್ತರ ಸಹಕಾರದಿಂದ ಗ್ರಾಮದ ಅಭಿವೃದ್ಧಿ ಸಾಧ್ಯ. ಗ್ರಾಮ ಪಂಚಾಯಿತಿಗೆ ಸರ್ಕಾರದಿಂದ ಬರುವ ಅನುದಾನವನ್ನು ಸಮರ್ಪಕವಾಗಿ ಬಳಸಿಕೊಂಡು ಗ್ರಾಮದ ಅಭಿವೃದ್ಧಿಗೆ ಶ್ರಮಿಸಬೇಕು ಎಂದು ಸಲಹೆ ನೀಡಿದರು. ಗ್ರಾ.ಪಂ. ಸದಸ್ಯರು, ಮುಖಂಡರು, ಕಾರ್ಯಕರ್ತರು ಉಪಸ್ಥಿತರಿದ್ದರು. ಚುನಾವಣಾಧಿಕಾರಿಯಾಗಿ ತಾಲ್ಲೂಕು ಅಧಿಕಾರಿ ಕಾರ್ಯ ನಿರ್ವಹಿಸಿದರು. xyxy=(674,1653,870,1816)
disabled-award-dateline: ದಾವಣಗೆರೆ: xyxy=(726,1355,769,1368)
lead-dateline: ದಾವಣಗೆರೆ: xyxy=(296,207,339,220)
kiru-item-3-head: ಮಕ್ಕಳ ದಿನಾಚರಣೆ ಸ್ಪರ್ಧೆಗಳಿಗೆ ನೋಂದಾಯಿಸಲು ಅವಕಾಶ xyxy=(89,753,274,799)
kirusuddi-label-b: ಸುದ್ದಿ xyxy=(178,107,220,137)
pointing-hand-icon: ☝ xyxy=(65,107,83,140)
encroachment-dateline: ಜಗಳೂರು: xyxy=(42,1683,83,1696)
